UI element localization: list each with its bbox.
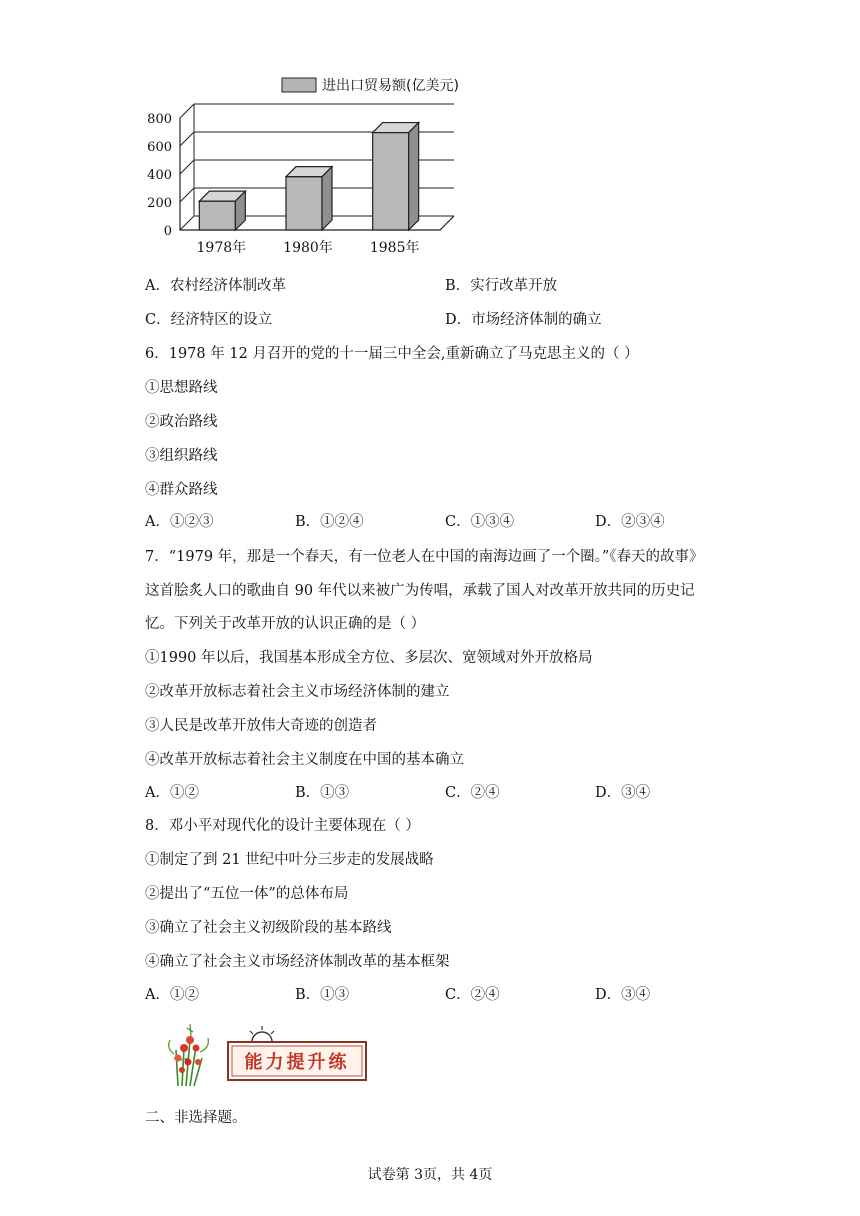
q8-item: ①制定了到 21 世纪中叶分三步走的发展战略 (145, 852, 434, 868)
legend-swatch (282, 78, 316, 92)
q8-stem: 8．邓小平对现代化的设计主要体现在（ ） (145, 818, 420, 834)
q6-item: ②政治路线 (145, 414, 218, 430)
chart-legend (282, 77, 459, 94)
q8-option-b: B．①③ (295, 987, 350, 1003)
legend-label: 进出口贸易额(亿美元) (322, 78, 459, 94)
y-tick-label: 600 (147, 140, 172, 155)
q8-item: ②提出了“五位一体”的总体布局 (145, 886, 349, 902)
flower-bouquet-icon (169, 1024, 209, 1086)
trade-bar-chart (140, 68, 470, 268)
bar (373, 123, 419, 230)
q7-option-b: B．①③ (295, 785, 350, 801)
q8-item: ④确立了社会主义市场经济体制改革的基本框架 (145, 954, 450, 970)
y-tick-label: 0 (163, 224, 172, 239)
section-title: 二、非选择题。 (145, 1110, 247, 1126)
q8-item: ③确立了社会主义初级阶段的基本路线 (145, 920, 392, 936)
q8-option-c: C．②④ (445, 987, 500, 1003)
q7-item: ②改革开放标志着社会主义市场经济体制的建立 (145, 684, 450, 700)
q6-option-d: D．②③④ (595, 514, 665, 530)
x-category-label: 1980年 (283, 240, 333, 256)
q7-item: ③人民是改革开放伟大奇迹的创造者 (145, 718, 377, 734)
page-footer: 试卷第 3页，共 4页 (367, 1167, 493, 1183)
x-category-label: 1985年 (369, 240, 420, 256)
bar (199, 191, 245, 230)
q7-option-d: D．③④ (595, 785, 651, 801)
q7-stem-line: 这首脍炙人口的歌曲自 90 年代以来被广为传唱，承载了国人对改革开放共同的历史记 (145, 583, 695, 599)
q5-option-c: C．经济特区的设立 (145, 312, 273, 328)
q5-option-a: A．农村经济体制改革 (145, 278, 286, 294)
q7-item: ④改革开放标志着社会主义制度在中国的基本确立 (145, 752, 464, 768)
y-tick-label: 200 (147, 196, 172, 211)
q6-item: ④群众路线 (145, 482, 218, 498)
y-tick-label: 400 (147, 168, 172, 183)
bar (286, 167, 332, 230)
q6-item: ③组织路线 (145, 448, 218, 464)
q7-option-c: C．②④ (445, 785, 500, 801)
q6-item: ①思想路线 (145, 380, 218, 396)
ability-section-badge (160, 1018, 370, 1088)
q6-option-c: C．①③④ (445, 514, 515, 530)
q7-item: ①1990 年以后，我国基本形成全方位、多层次、宽领域对外开放格局 (145, 650, 593, 666)
badge-label: 能力提升练 (244, 1052, 350, 1073)
sun-icon (250, 1026, 274, 1042)
q5-option-d: D．市场经济体制的确立 (445, 312, 602, 328)
q8-option-a: A．①② (145, 987, 199, 1003)
q7-stem-line: 7．“1979 年，那是一个春天，有一位老人在中国的南海边画了一个圈。”《春天的故事》 (145, 549, 704, 565)
q7-stem-line: 忆。下列关于改革开放的认识正确的是（ ） (145, 616, 426, 632)
q5-option-b: B．实行改革开放 (445, 278, 558, 294)
q6-option-a: A．①②③ (145, 514, 214, 530)
q7-option-a: A．①② (145, 785, 199, 801)
q8-option-d: D．③④ (595, 987, 651, 1003)
q6-option-b: B．①②④ (295, 514, 364, 530)
x-category-label: 1978年 (196, 240, 247, 256)
grid-line (180, 104, 454, 118)
y-tick-label: 800 (147, 112, 172, 127)
q6-stem: 6．1978 年 12 月召开的党的十一届三中全会,重新确立了马克思主义的（ ） (145, 346, 639, 362)
